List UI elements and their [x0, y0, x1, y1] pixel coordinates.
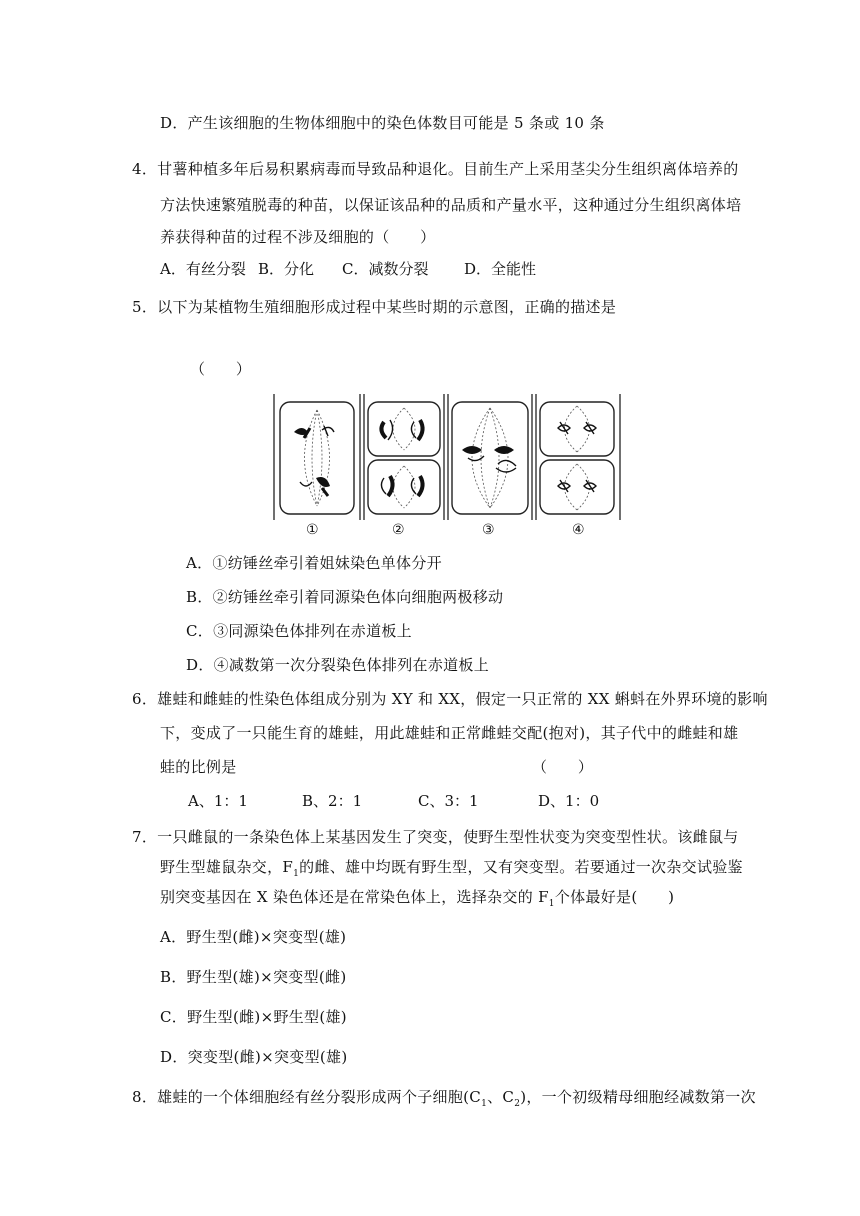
q6-stem-line3: 蛙的比例是 [160, 758, 237, 776]
q7-option-d: D．突变型(雌)×突变型(雄) [160, 1048, 348, 1066]
q4-option-c: C．减数分裂 [342, 260, 429, 278]
q6-answer-blank: （ ） [532, 758, 594, 776]
q6-option-d: D、1：0 [538, 792, 600, 810]
q4-option-a: A．有丝分裂 [160, 260, 246, 278]
q5-option-b: B．②纺锤丝牵引着同源染色体向细胞两极移动 [186, 588, 504, 606]
cell-1 [280, 402, 354, 514]
figure-label-3: ③ [482, 522, 495, 538]
q5-answer-blank: （ ） [190, 360, 252, 378]
q7-option-a: A．野生型(雌)×突变型(雄) [160, 928, 347, 946]
q7-option-c: C．野生型(雌)×野生型(雄) [160, 1008, 347, 1026]
q4-stem-line2: 方法快速繁殖脱毒的种苗，以保证该品种的品质和产量水平，这种通过分生组织离体培 [160, 196, 742, 214]
cell-division-figure [272, 392, 622, 542]
q7-stem-line1: 7．一只雌鼠的一条染色体上某基因发生了突变，使野生型性状变为突变型性状。该雌鼠与 [132, 828, 739, 846]
q5-stem: 5．以下为某植物生殖细胞形成过程中某些时期的示意图，正确的描述是 [132, 298, 617, 316]
q4-option-d: D．全能性 [464, 260, 537, 278]
q5-option-d: D．④减数第一次分裂染色体排列在赤道板上 [186, 656, 490, 674]
cell-2 [368, 402, 440, 514]
figure-label-2: ② [392, 522, 405, 538]
q7-stem-line3: 别突变基因在 X 染色体还是在常染色体上，选择杂交的 $F_1$个体最好是( ) [160, 888, 675, 909]
figure-label-4: ④ [572, 522, 585, 538]
q8-stem-line1: 8．雄蛙的一个体细胞经有丝分裂形成两个子细胞($C_1$、$C_2$)，一个初级精母细胞经减数第一次 [132, 1088, 756, 1109]
q7-option-b: B．野生型(雄)×突变型(雌) [160, 968, 347, 986]
q5-option-c: C．③同源染色体排列在赤道板上 [186, 622, 412, 640]
q5-option-a: A．①纺锤丝牵引着姐妹染色单体分开 [186, 554, 442, 572]
q4-stem-line1: 4．甘薯种植多年后易积累病毒而导致品种退化。目前生产上采用茎尖分生组织离体培养的 [132, 160, 739, 178]
q6-option-b: B、2：1 [302, 792, 363, 810]
figure-label-1: ① [306, 522, 319, 538]
q6-option-c: C、3：1 [418, 792, 479, 810]
q6-stem-line1: 6．雄蛙和雌蛙的性染色体组成分别为 XY 和 XX，假定一只正常的 XX 蝌蚪在外界环境的影响 [132, 690, 768, 708]
q6-stem-line2: 下，变成了一只能生育的雄蛙，用此雄蛙和正常雌蛙交配(抱对)，其子代中的雌蛙和雄 [160, 724, 739, 742]
q3-option-d: D．产生该细胞的生物体细胞中的染色体数目可能是 5 条或 10 条 [160, 114, 605, 132]
q7-stem-line2: 野生型雄鼠杂交，$F_1$的雌、雄中均既有野生型，又有突变型。若要通过一次杂交试验鉴 [160, 858, 743, 879]
cell-4 [540, 402, 614, 514]
q4-stem-line3: 养获得种苗的过程不涉及细胞的（ ） [160, 228, 436, 246]
cell-3 [452, 402, 528, 514]
q4-option-b: B．分化 [258, 260, 315, 278]
q6-option-a: A、1：1 [188, 792, 248, 810]
